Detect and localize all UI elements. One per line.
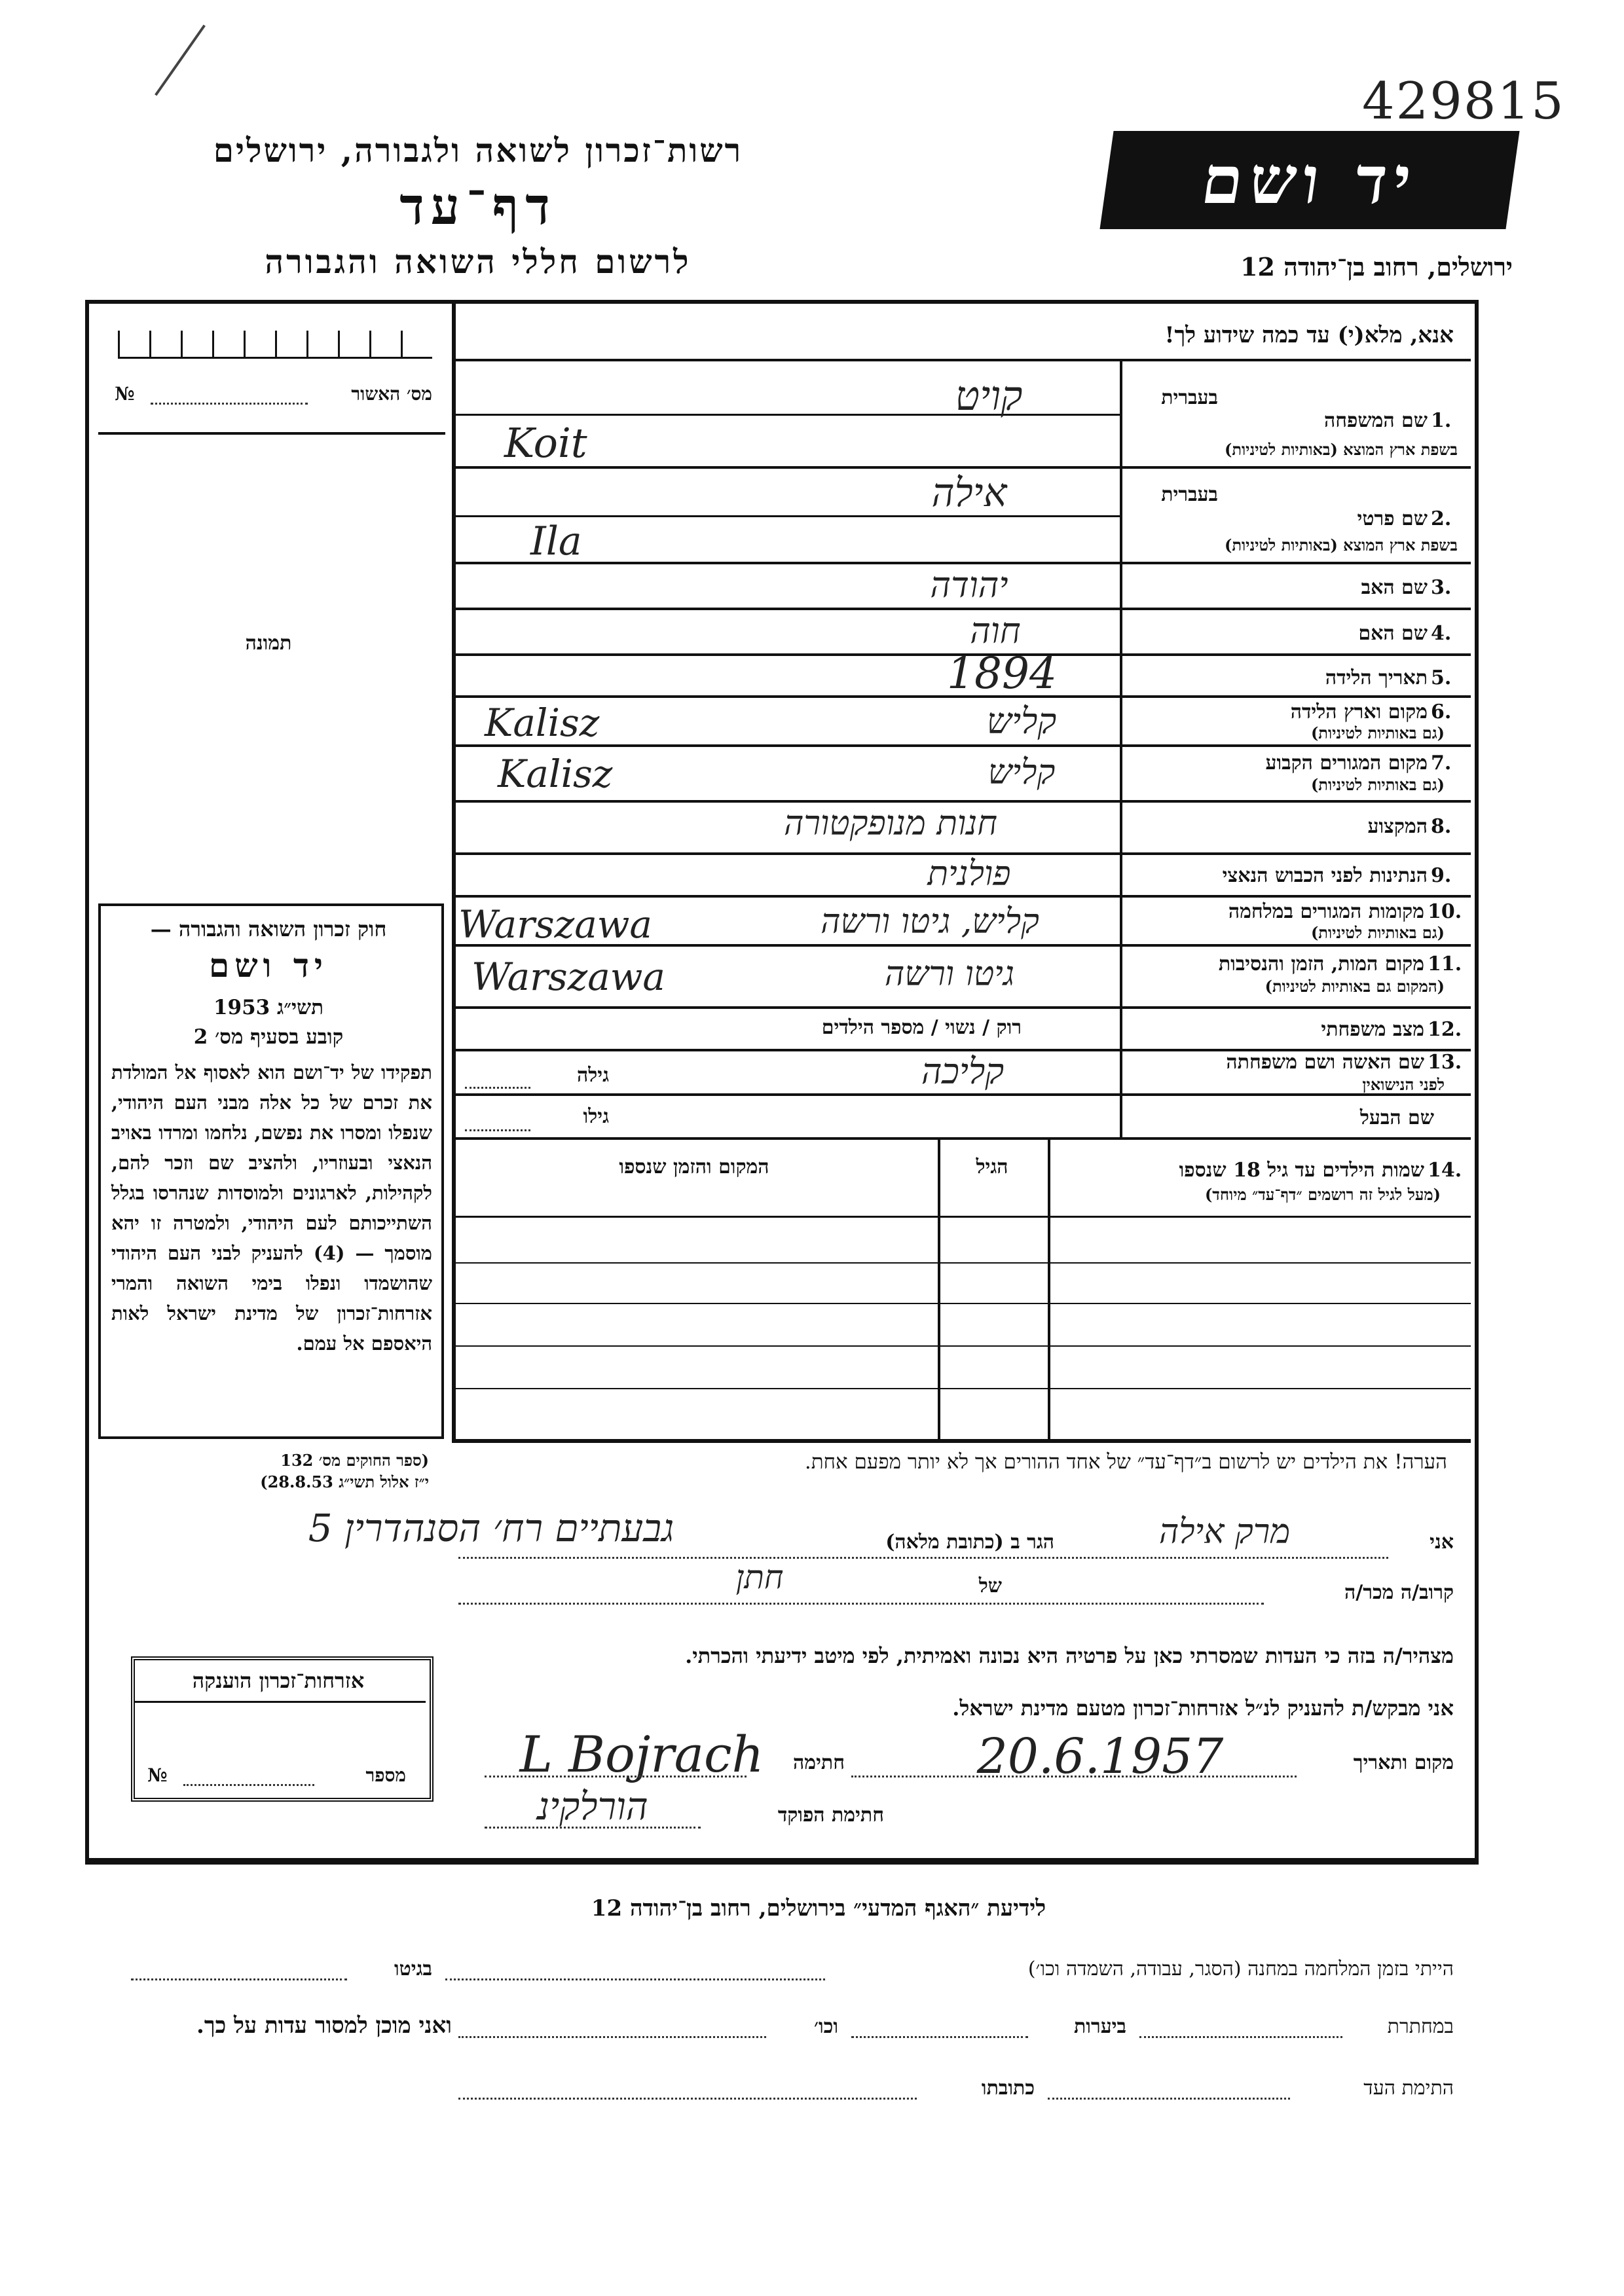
children-age-header: הגיל [976,1156,1008,1178]
handwritten-slash-mark [155,25,206,96]
children-place-header: המקום והזמן שנספו [619,1156,769,1178]
field-12-num: 12. [1428,1018,1462,1041]
field-8-num: 8. [1431,815,1452,838]
field-13-sublabel: לפני הנישואין [1362,1075,1445,1094]
field-10-sublabel: (גם באותיות לטיניות) [1310,923,1445,942]
signature-label: חתימה [793,1751,845,1774]
footer-camp-label: הייתי בזמן המלחמה במחנה (הסגר, עבודה, השמדה וכו׳) [1027,1958,1454,1980]
field-13-label: שם האשה ושם משפחתה [1226,1051,1424,1074]
footer-underground-label: במחתרת [1387,2015,1454,2038]
footer-witness-signature-label: התימת העד [1363,2077,1454,2100]
declarant-relation[interactable]: חתן [735,1558,784,1596]
law-section: קובע בסעיף מס׳ 2 [193,1025,344,1049]
children-sublabel: (מעל לגיל זה רושמים ״דף־עד״ מיוחד) [1204,1185,1441,1204]
field-11-sublabel: (המקום גם באותיות לטיניות) [1264,977,1445,996]
approval-no-sign: № [115,383,135,405]
field-3-label: שם האב [1361,576,1428,599]
field-1-label: שם המשפחה [1323,409,1428,432]
approval-label: מס׳ האשור [351,383,432,405]
field-11-value-hebrew[interactable]: גיטו ורשה [884,955,1015,994]
field-3-num: 3. [1431,576,1452,599]
field-8-value[interactable]: חנות מנופקטורה [783,804,998,843]
husband-age-field[interactable] [465,1129,530,1131]
field-1-value-hebrew[interactable]: קויט [955,372,1023,420]
field-11-value-latin[interactable]: Warszawa [471,955,666,999]
declaration-text: מצהיר/ה בזה כי העדות שמסרתי כאן על פרטיה היא נכונה ואמיתית, לפי מיטב ידיעתי והכרתי. [685,1643,1454,1668]
law-year: תשי״ג 1953 [213,996,324,1019]
husband-age-label: גילו [583,1105,609,1128]
law-ref-1: (ספר החוקים מס׳ 132 [280,1451,429,1470]
law-name: יד ושם [209,946,328,985]
law-ref-2: י״ז אלול תשי״ג 28.8.53) [260,1472,429,1491]
field-9-label: הנתינות לפני הכבוש הנאצי [1222,864,1428,887]
field-10-value-hebrew[interactable]: קליש, גיטו ורשה [821,902,1039,941]
field-10-value-latin[interactable]: Warszawa [458,902,653,947]
field-1-value-latin[interactable]: Koit [504,419,587,467]
form-subtitle: לרשום חללי השואה והגבורה [265,242,692,281]
declarant-name[interactable]: מרק אילה [1158,1512,1291,1552]
officer-label: חתימת הפוקד [777,1804,884,1827]
field-10-label: מקומות המגורים במלחמה [1228,900,1424,923]
request-text: אני מבקש/ת להעניק לנ״ל אזרחות־זכרון מטעם מדינת ישראל. [952,1696,1454,1721]
of-label: של [978,1575,1002,1597]
date-value[interactable]: 20.6.1957 [976,1728,1224,1785]
field-2-value-hebrew[interactable]: אילה [931,470,1007,516]
authority-line: רשות־זכרון לשואה ולגבורה, ירושלים [213,131,743,170]
field-9-value[interactable]: פולנית [927,854,1011,894]
footer-heading: לידיעת ״האגף המדעי״ בירושלים, רחוב בן־יהודה 12 [591,1895,1046,1922]
field-2-value-latin[interactable]: Ila [530,519,582,564]
field-9-num: 9. [1431,864,1452,887]
field-8-label: המקצוע [1367,815,1428,838]
field-5-label: תאריך הלידה [1325,666,1428,689]
field-2-num: 2. [1431,507,1452,530]
logo-text: יד ושם [1196,141,1423,219]
field-2-tag: בעברית [1161,483,1218,506]
field-7-value-hebrew[interactable]: קליש [987,753,1056,792]
field-5-num: 5. [1431,666,1452,689]
officer-signature[interactable]: הורלקינ [537,1784,648,1829]
field-12-value[interactable]: רוק / נשוי / מספר הילדים [821,1016,1022,1039]
field-13-value[interactable]: קליכה [921,1051,1005,1092]
field-13-age-label: גילה [576,1064,609,1087]
address: ירושלים, רחוב בן־יהודה 12 [1240,252,1513,282]
field-6-sublabel: (גם באותיות לטיניות) [1310,723,1445,742]
children-label: שמות הילדים עד גיל 18 שנספו [1179,1159,1424,1182]
citizenship-number-label: מספר [365,1764,406,1786]
declarant-resides-label: הגר ב (כתובת מלאה) [885,1531,1054,1554]
husband-label: שם הבעל [1359,1106,1434,1129]
signature[interactable]: L Bojrach [519,1725,764,1783]
form-title: דף־עד [399,177,557,236]
field-6-num: 6. [1431,701,1452,723]
field-7-num: 7. [1431,752,1452,774]
declarant-address[interactable]: גבעתיים רח׳ הסנהדרין 5 [308,1506,674,1550]
field-4-label: שם האם [1358,622,1428,645]
photo-label: תמונה [245,632,292,655]
law-title: חוק זכרון השואה והגבורה — [150,917,387,941]
field-13-num: 13. [1428,1051,1462,1074]
note: הערה! את הילדים יש לרשום ב״דף־עד״ של אחד ההורים אך לא יותר מפעם אחת. [804,1450,1447,1474]
footer-forests-label: ביערות [1073,2015,1126,2038]
archive-number: 429815 [1362,72,1565,131]
field-2-sublabel: בשפת ארץ המוצא (באותיות לטיניות) [1225,536,1458,555]
field-4-num: 4. [1431,622,1452,645]
field-2-label: שם פרטי [1357,507,1428,530]
field-4-value-hebrew[interactable]: חוה [970,610,1021,651]
field-6-value-hebrew[interactable]: קליש [986,701,1057,742]
field-5-value[interactable]: 1894 [947,648,1057,699]
field-1-sublabel: בשפת ארץ המוצא (באותיות לטיניות) [1225,440,1458,459]
citizenship-no-sign: № [147,1764,168,1786]
column-divider [452,304,456,1443]
footer-etc-label: וכו׳ [814,2015,838,2038]
footer-testify-label: ואני מוכן למסור עדות על כך. [196,2013,452,2039]
footer-address-label: כתובתו [981,2077,1035,2100]
declarant-i-label: אני [1430,1531,1454,1554]
citizenship-title: אזרחות־זכרון הוענקה [192,1668,365,1693]
field-1-tag: בעברית [1161,386,1218,409]
field-11-num: 11. [1428,953,1462,975]
field-3-value-hebrew[interactable]: יהודה [930,564,1008,606]
field-13-age-field[interactable] [465,1087,530,1089]
field-6-label: מקום וארץ הלידה [1290,701,1428,723]
footer-ghetto-label: בגיטו [394,1958,432,1980]
approval-number-field[interactable] [151,403,308,405]
field-7-value-latin[interactable]: Kalisz [498,752,613,796]
yad-vashem-logo [1099,131,1519,229]
field-6-value-latin[interactable]: Kalisz [485,701,600,745]
declarant-relative-label: קרוב/ה מכר/ה [1344,1581,1454,1604]
field-12-label: מצב משפחתי [1321,1018,1424,1041]
field-11-label: מקום המות, הזמן והנסיבות [1218,953,1424,975]
field-7-sublabel: (גם באותיות לטיניות) [1310,775,1445,794]
place-date-label: מקום ותאריך [1353,1751,1454,1774]
approval-number-boxes [118,331,432,359]
field-7-label: מקום המגורים הקבוע [1265,752,1428,774]
field-1-num: 1. [1431,409,1452,432]
children-num: 14. [1428,1159,1462,1182]
instruction: אנא, מלא(י) עד כמה שידוע לך! [1164,322,1454,348]
field-10-num: 10. [1428,900,1462,923]
law-body: תפקידו של יד־ושם הוא לאסוף אל המולדת את זכרם של כל אלה מבני העם היהודי, שנפלו ומסרו את נפשם, נלחמו ומרדו באויב הנאצי ובעוזריו, ולהציב שם וזכר להם, לקהילות, לארגונים ולמוסדות שנהרסו בגלל השתייכותם לעם היהודי, ולמטרה זו יהא מוסמך — (4) להעניק לבני העם היהודי שהושמדו ונפלו בימי השואה והמרי אזרחות־זכרון של מדינת ישראל לאות היאספם אל עמם. [111,1061,432,1355]
